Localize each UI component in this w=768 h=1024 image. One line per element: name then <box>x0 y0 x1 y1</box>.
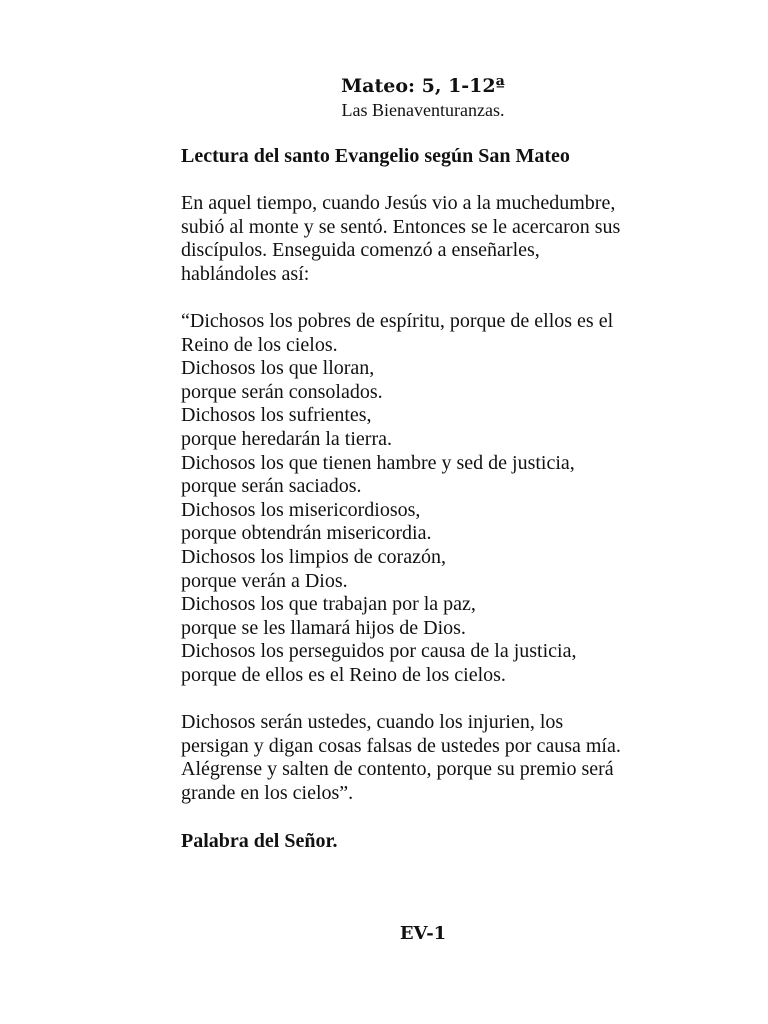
text-line: Dichosos los sufrientes, <box>181 404 372 427</box>
text-line: subió al monte y se sentó. Entonces se le acercaron sus <box>181 215 621 238</box>
text-line: Dichosos serán ustedes, cuando los injurien, los <box>181 711 564 734</box>
text-line: Alégrense y salten de contento, porque su premio será <box>181 758 614 781</box>
text-line: hablándoles así: <box>181 262 310 285</box>
text-line: Reino de los cielos. <box>181 333 338 356</box>
text-line: porque serán consolados. <box>181 380 383 403</box>
passage-subtitle: Las Bienaventuranzas. <box>341 100 505 120</box>
text-line: grande en los cielos”. <box>181 781 354 804</box>
text-line: Dichosos los misericordiosos, <box>181 498 421 521</box>
text-line: porque serán saciados. <box>181 475 362 498</box>
text-line: porque obtendrán misericordia. <box>181 522 432 545</box>
text-line: En aquel tiempo, cuando Jesús vio a la muchedumbre, <box>181 192 616 214</box>
text-line: Dichosos los que trabajan por la paz, <box>181 593 476 616</box>
reading-body <box>181 144 661 853</box>
closing-acclamation: Palabra del Señor. <box>181 830 338 853</box>
text-line: Dichosos los que lloran, <box>181 357 375 380</box>
text-line: discípulos. Enseguida comenzó a enseñarles, <box>181 239 540 262</box>
text-line: Dichosos los perseguidos por causa de la justicia, <box>181 640 577 663</box>
beatitudes-paragraph <box>181 310 661 688</box>
text-line: Dichosos los que tienen hambre y sed de justicia, <box>181 451 575 474</box>
passage-title: Mateo: 5, 1-12ª <box>341 75 505 97</box>
reading-heading: Lectura del santo Evangelio según San Mateo <box>181 145 570 167</box>
header <box>0 74 768 122</box>
intro-paragraph <box>181 192 661 286</box>
text-line: porque de ellos es el Reino de los cielos. <box>181 663 506 686</box>
text-line: Dichosos los limpios de corazón, <box>181 545 446 568</box>
text-line: “Dichosos los pobres de espíritu, porque de ellos es el <box>181 309 614 332</box>
text-line: porque se les llamará hijos de Dios. <box>181 616 466 639</box>
text-line: persigan y digan cosas falsas de ustedes por causa mía. <box>181 734 621 757</box>
text-line: porque heredarán la tierra. <box>181 427 392 450</box>
page-code: EV-1 <box>399 923 447 944</box>
text-line: porque verán a Dios. <box>181 569 348 592</box>
final-paragraph <box>181 711 661 805</box>
